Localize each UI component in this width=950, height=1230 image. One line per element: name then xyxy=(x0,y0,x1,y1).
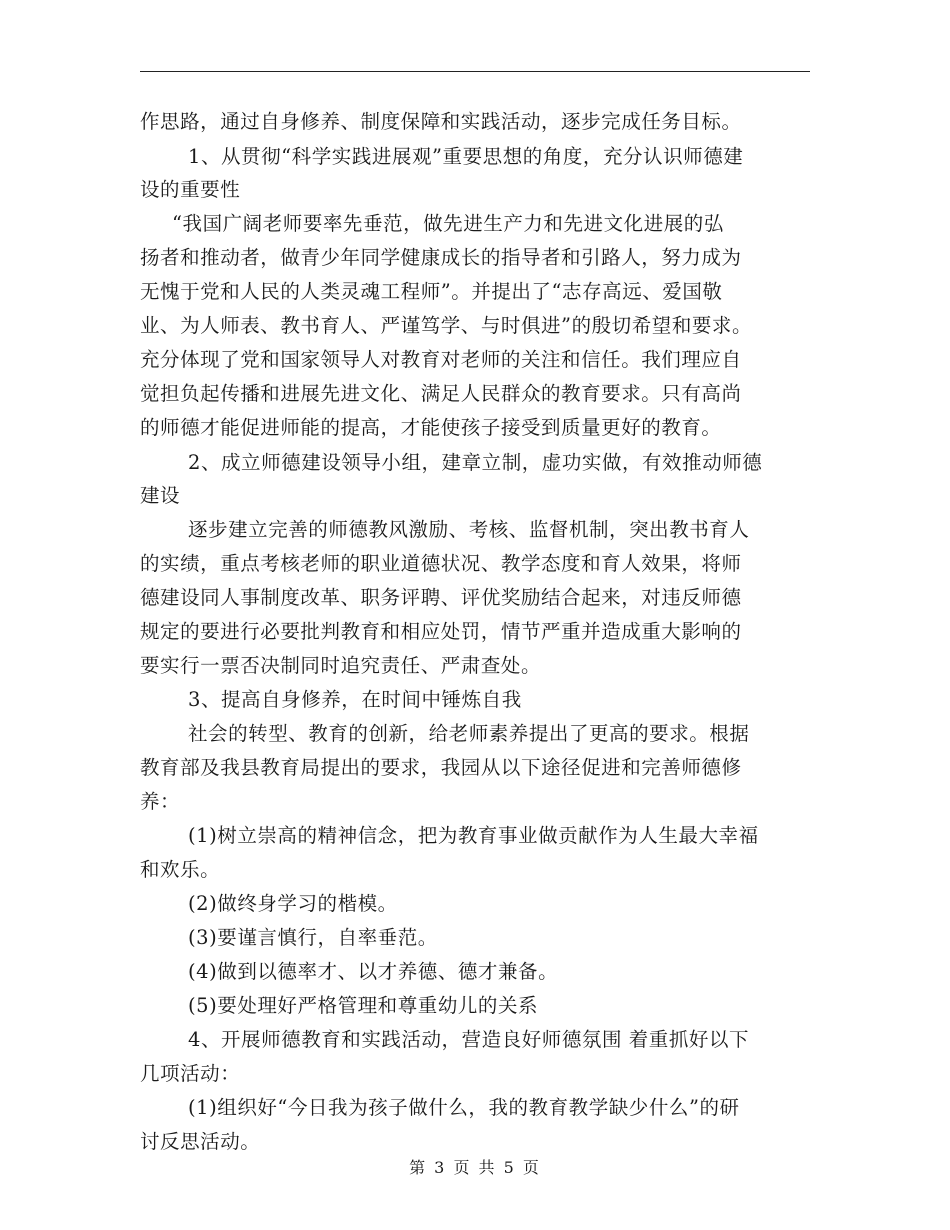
text-line: 讨反思活动。 xyxy=(140,1130,261,1153)
section-heading: 1、从贯彻“科学实践进展观”重要思想的角度，充分认识师德建 xyxy=(188,145,744,168)
text-line: 的实绩，重点考核老师的职业道德状况、教学态度和育人效果，将师 xyxy=(140,552,742,575)
list-item: (1)树立崇高的精神信念，把为教育事业做贡献作为人生最大幸福 xyxy=(188,824,759,847)
text-line: “我国广阔老师要率先垂范，做先进生产力和先进文化进展的弘 xyxy=(172,212,724,235)
text-line: 德建设同人事制度改革、职务评聘、评优奖励结合起来，对违反师德 xyxy=(140,586,742,609)
text-line: 觉担负起传播和进展先进文化、满足人民群众的教育要求。只有高尚 xyxy=(140,382,742,405)
text-line: 教育部及我县教育局提出的要求，我园从以下途径促进和完善师德修 xyxy=(140,756,742,779)
page-footer: 第 3 页 共 5 页 xyxy=(409,1158,541,1177)
list-item: (3)要谨言慎行，自率垂范。 xyxy=(188,926,438,949)
text-line: 的师德才能促进师能的提高，才能使孩子接受到质量更好的教育。 xyxy=(140,416,722,439)
text-line: 设的重要性 xyxy=(140,178,241,201)
text-line: 充分体现了党和国家领导人对教育对老师的关注和信任。我们理应自 xyxy=(140,348,742,371)
text-line: 逐步建立完善的师德教风激励、考核、监督机制，突出教书育人 xyxy=(188,518,750,541)
text-line: 要实行一票否决制同时追究责任、严肃查处。 xyxy=(140,654,542,677)
text-line: 作思路，通过自身修养、制度保障和实践活动，逐步完成任务目标。 xyxy=(140,110,742,133)
text-line: 和欢乐。 xyxy=(140,858,221,881)
section-heading: 2、成立师德建设领导小组，建章立制，虚功实做，有效推动师德 xyxy=(188,451,763,474)
section-heading: 4、开展师德教育和实践活动，营造良好师德氛围 着重抓好以下 xyxy=(188,1028,750,1051)
section-heading: 3、提高自身修养，在时间中锤炼自我 xyxy=(188,688,522,711)
list-item: (5)要处理好严格管理和尊重幼儿的关系 xyxy=(188,994,539,1017)
list-item: (1)组织好“今日我为孩子做什么，我的教育教学缺少什么”的研 xyxy=(188,1096,740,1119)
header-rule xyxy=(140,71,810,72)
list-item: (2)做终身学习的楷模。 xyxy=(188,892,398,915)
text-line: 社会的转型、教育的创新，给老师素养提出了更高的要求。根据 xyxy=(188,722,750,745)
text-line: 无愧于党和人民的人类灵魂工程师”。并提出了“志存高远、爱国敬 xyxy=(140,280,723,303)
text-line: 养： xyxy=(140,790,181,813)
list-item: (4)做到以德率才、以才养德、德才兼备。 xyxy=(188,960,559,983)
text-line: 业、为人师表、教书育人、严谨笃学、与时俱进”的殷切希望和要求。 xyxy=(140,314,753,337)
text-line: 几项活动： xyxy=(140,1062,241,1085)
text-line: 扬者和推动者，做青少年同学健康成长的指导者和引路人，努力成为 xyxy=(140,246,742,269)
text-line: 规定的要进行必要批判教育和相应处罚，情节严重并造成重大影响的 xyxy=(140,620,742,643)
text-line: 建设 xyxy=(140,484,181,507)
